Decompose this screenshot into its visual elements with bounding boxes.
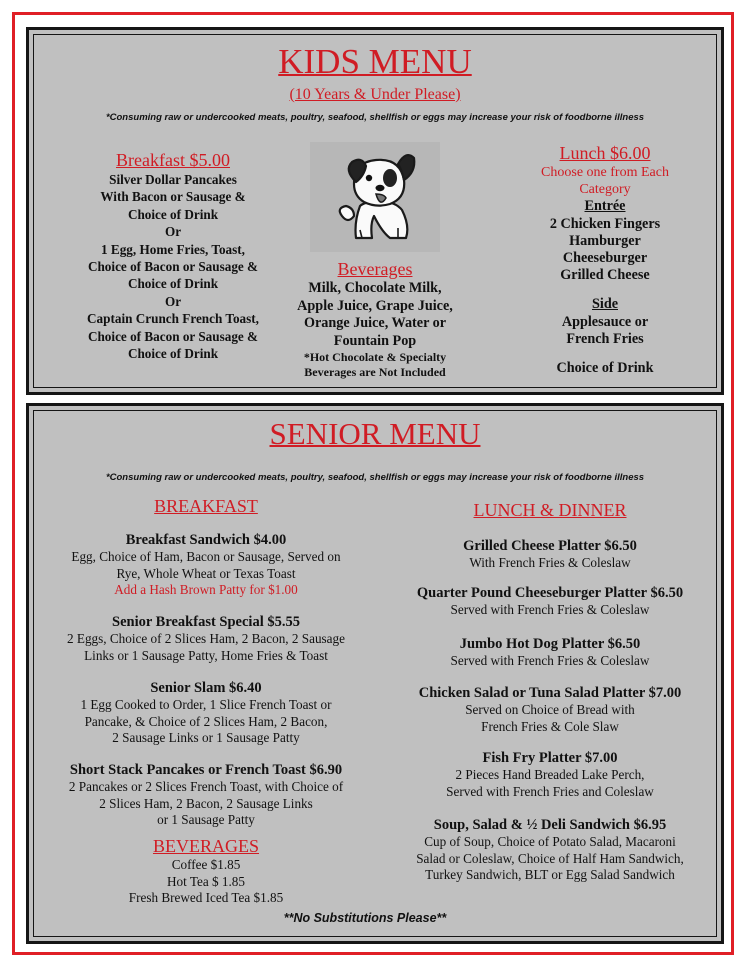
- kids-beverage-line: Milk, Chocolate Milk,: [308, 280, 442, 296]
- kids-beverages-heading: Beverages: [337, 259, 413, 279]
- kids-lunch-drink: Choice of Drink: [556, 360, 654, 377]
- kids-lunch-section: [505, 143, 705, 377]
- kids-lunch-instruction: Category: [579, 182, 631, 198]
- menu-item-desc: Links or 1 Sausage Patty, Home Fries & Toast: [84, 647, 328, 663]
- menu-item-desc: 2 Slices Ham, 2 Bacon, 2 Sausage Links: [99, 795, 313, 811]
- kids-beverage-note: *Hot Chocolate & Specialty: [303, 350, 447, 365]
- beverage-item: Hot Tea $ 1.85: [167, 873, 245, 889]
- menu-item-desc: French Fries & Cole Slaw: [481, 718, 619, 734]
- menu-item-name: Quarter Pound Cheeseburger Platter $6.50: [416, 585, 684, 601]
- kids-breakfast-line: Choice of Drink: [127, 276, 219, 292]
- menu-item-desc: 2 Sausage Links or 1 Sausage Patty: [112, 730, 300, 745]
- no-substitutions-note: **No Substitutions Please**: [283, 911, 447, 925]
- menu-item-desc: With French Fries & Coleslaw: [469, 555, 631, 570]
- menu-item-name: Jumbo Hot Dog Platter $6.50: [459, 636, 641, 652]
- lunch-dinner-item: [380, 636, 720, 670]
- kids-lunch-instruction: Choose one from Each: [541, 165, 669, 180]
- menu-item-desc: Salad or Coleslaw, Choice of Half Ham Sandwich,: [416, 850, 684, 866]
- kids-lunch-heading: Lunch $6.00: [559, 143, 651, 163]
- kids-beverage-line: Fountain Pop: [333, 332, 417, 349]
- senior-beverages-section: [36, 836, 376, 907]
- menu-item-desc: 1 Egg Cooked to Order, 1 Slice French Toast or: [80, 697, 332, 712]
- menu-item-desc: Turkey Sandwich, BLT or Egg Salad Sandwich: [425, 867, 675, 882]
- kids-beverages-section: [265, 259, 485, 380]
- kids-breakfast-line: Choice of Drink: [127, 206, 219, 222]
- lunch-dinner-item: [380, 685, 720, 735]
- menu-item-desc: Egg, Choice of Ham, Bacon or Sausage, Served on: [71, 549, 341, 564]
- kids-breakfast-line: Captain Crunch French Toast,: [87, 311, 259, 327]
- kids-beverage-line: Apple Juice, Grape Juice,: [297, 297, 453, 314]
- menu-item-desc: 2 Pieces Hand Breaded Lake Perch,: [455, 767, 645, 782]
- kids-beverage-note: Beverages are Not Included: [304, 364, 446, 379]
- lunch-dinner-item: [380, 585, 720, 619]
- senior-beverages-heading: BEVERAGES: [152, 836, 259, 856]
- menu-item-desc: Served with French Fries & Coleslaw: [450, 602, 650, 617]
- senior-breakfast-heading: BREAKFAST: [154, 496, 258, 516]
- senior-menu-title: SENIOR MENU: [269, 416, 481, 451]
- menu-item-desc: 2 Pancakes or 2 Slices French Toast, with Choice of: [68, 779, 344, 794]
- menu-item-addon: Add a Hash Brown Patty for $1.00: [114, 582, 298, 597]
- senior-disclaimer: *Consuming raw or undercooked meats, poultry, seafood, shellfish or eggs may increase your risk of foodborne illness: [105, 472, 645, 483]
- kids-breakfast-line: Silver Dollar Pancakes: [109, 172, 237, 187]
- kids-menu-subtitle: (10 Years & Under Please): [289, 86, 461, 103]
- menu-item-desc: Cup of Soup, Choice of Potato Salad, Macaroni: [424, 834, 676, 849]
- lunch-dinner-item: [380, 750, 720, 800]
- kids-breakfast-section: [58, 150, 288, 362]
- menu-item-name: Breakfast Sandwich $4.00: [125, 532, 287, 548]
- menu-item-desc: Pancake, & Choice of 2 Slices Ham, 2 Bacon,: [84, 713, 328, 729]
- kids-breakfast-line: With Bacon or Sausage &: [100, 189, 246, 205]
- menu-item-name: Soup, Salad & ½ Deli Sandwich $6.95: [433, 817, 667, 833]
- senior-lunch-dinner-heading: LUNCH & DINNER: [473, 500, 627, 520]
- kids-menu-title: KIDS MENU: [278, 42, 472, 81]
- kids-entree-item: Cheeseburger: [562, 250, 648, 267]
- kids-breakfast-line: Or: [164, 224, 182, 240]
- dog-icon: [310, 142, 440, 252]
- menu-item-desc: 2 Eggs, Choice of 2 Slices Ham, 2 Bacon, 2 Sausage: [67, 631, 345, 646]
- kids-side-item: Applesauce or: [561, 313, 649, 330]
- senior-breakfast-item: [36, 680, 376, 747]
- menu-item-name: Fish Fry Platter $7.00: [482, 750, 618, 766]
- kids-disclaimer: *Consuming raw or undercooked meats, poultry, seafood, shellfish or eggs may increase your risk of foodborne illness: [105, 112, 645, 123]
- menu-item-name: Chicken Salad or Tuna Salad Platter $7.00: [418, 685, 682, 701]
- kids-entree-item: Grilled Cheese: [560, 267, 650, 284]
- senior-breakfast-item: [36, 614, 376, 664]
- menu-item-name: Short Stack Pancakes or French Toast $6.90: [69, 762, 343, 778]
- kids-entree-label: Entrée: [584, 198, 626, 215]
- senior-breakfast-item: [36, 762, 376, 829]
- menu-item-desc: Served with French Fries and Coleslaw: [446, 783, 654, 799]
- menu-item-desc: or 1 Sausage Patty: [157, 812, 255, 827]
- lunch-dinner-item: [380, 817, 720, 884]
- beverage-item: Coffee $1.85: [171, 857, 241, 872]
- menu-item-desc: Served on Choice of Bread with: [465, 702, 635, 717]
- kids-side-label: Side: [591, 296, 619, 313]
- beverage-item: Fresh Brewed Iced Tea $1.85: [128, 890, 284, 905]
- kids-breakfast-line: Or: [164, 293, 182, 309]
- kids-breakfast-line: Choice of Drink: [127, 346, 219, 362]
- kids-side-item: French Fries: [566, 330, 644, 347]
- kids-beverage-line: Orange Juice, Water or: [303, 315, 447, 332]
- senior-breakfast-item: [36, 532, 376, 599]
- kids-breakfast-line: 1 Egg, Home Fries, Toast,: [101, 241, 245, 257]
- menu-item-desc: Rye, Whole Wheat or Texas Toast: [116, 565, 296, 581]
- kids-entree-item: Hamburger: [569, 232, 641, 249]
- lunch-dinner-item: [380, 538, 720, 572]
- menu-item-desc: Served with French Fries & Coleslaw: [450, 653, 650, 668]
- menu-item-name: Senior Breakfast Special $5.55: [112, 614, 300, 630]
- menu-item-name: Senior Slam $6.40: [150, 680, 262, 696]
- kids-breakfast-heading: Breakfast $5.00: [116, 150, 230, 170]
- menu-item-name: Grilled Cheese Platter $6.50: [463, 538, 637, 554]
- kids-entree-item: 2 Chicken Fingers: [549, 215, 661, 232]
- kids-breakfast-line: Choice of Bacon or Sausage &: [87, 328, 259, 344]
- kids-breakfast-line: Choice of Bacon or Sausage &: [87, 259, 259, 275]
